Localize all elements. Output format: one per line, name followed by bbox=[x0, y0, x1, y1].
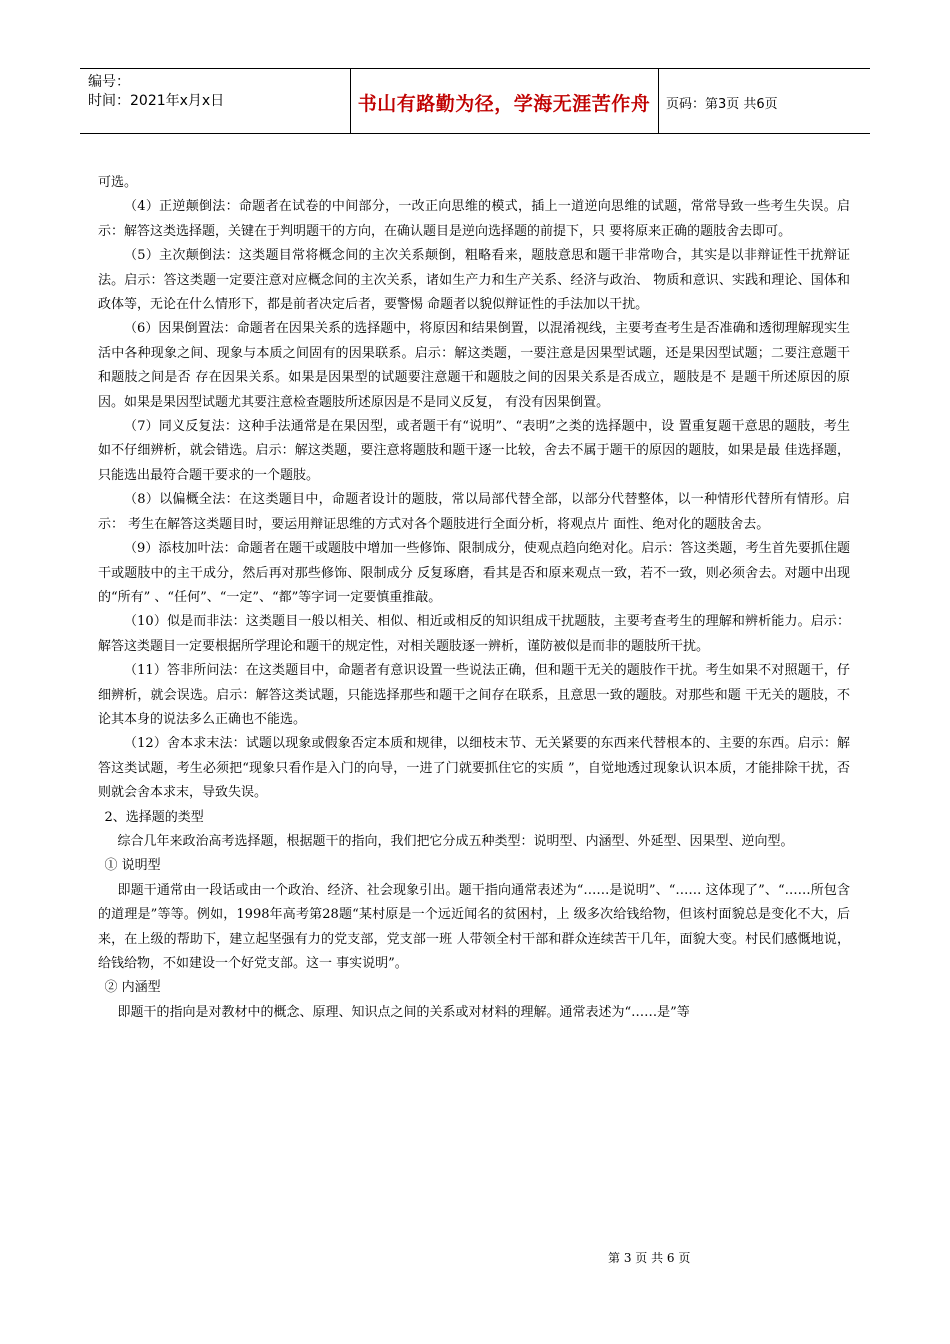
subsection-heading: ① 说明型 bbox=[104, 858, 161, 874]
paragraph: （6）因果倒置法：命题者在因果关系的选择题中，将原因和结果倒置，以混淆视线，主要考查考生是否准确和透彻理解现实生活中各种现象之间、现象与本质之间固有的因果联系。启示：解这类题，一要注意是因果型试题，还是果因型试题；二要注意题干和题肢之间是否 存在因果关系。如果是因果型的试题要注意题干和题肢之间的因果关系是否成立，题肢是不 是题干所述原因的原因。如果是果因型试题尤其要注意检查题肢所述原因是不是同义反复， 有没有因果倒置。 bbox=[98, 321, 850, 410]
paragraph: （10）似是而非法：这类题目一般以相关、相似、相近或相反的知识组成干扰题肢，主要考查考生的理解和辨析能力。启示：解答这类题目一定要根据所学理论和题干的规定性，对相关题肢逐一辨析，谨防被似是而非的题肢所干扰。 bbox=[98, 614, 850, 654]
document-body bbox=[98, 171, 850, 1025]
paragraph: 即题干的指向是对教材中的概念、原理、知识点之间的关系或对材料的理解。通常表述为“……是”等 bbox=[117, 1004, 690, 1020]
paragraph: （11）答非所问法：在这类题目中，命题者有意识设置一些说法正确，但和题干无关的题肢作干扰。考生如果不对照题干，仔细辨析，就会误选。启示：解答这类试题，只能选择那些和题干之间存在联系，且意思一致的题肢。对那些和题 干无关的题肢，不论其本身的说法多么正确也不能选。 bbox=[98, 663, 850, 727]
header-meta bbox=[88, 73, 278, 111]
paragraph: （4）正逆颠倒法：命题者在试卷的中间部分，一改正向思维的模式，插上一道逆向思维的试题，常常导致一些考生失误。启示：解答这类选择题，关键在于判明题干的方向，在确认题目是逆向选择题的前提下，只 要将原来正确的题肢舍去即可。 bbox=[98, 199, 850, 239]
section-heading: 2、选择题的类型 bbox=[104, 809, 204, 825]
page-info: 页码：第3页 共6页 bbox=[666, 97, 778, 112]
page-header bbox=[80, 68, 870, 134]
paragraph: 综合几年来政治高考选择题，根据题干的指向，我们把它分成五种类型：说明型、内涵型、外延型、因果型、逆向型。 bbox=[117, 833, 794, 849]
paragraph: 可选。 bbox=[98, 175, 138, 190]
paragraph: （5）主次颠倒法：这类题目常将概念间的主次关系颠倒，粗略看来，题肢意思和题干非常吻合，其实是以非辩证性干扰辩证法。启示：答这类题一定要注意对应概念间的主次关系，诸如生产力和生产关系、经济与政治、 物质和意识、实践和理论、国体和政体等，无论在什么情形下，都是前者决定后者，要警惕 命题者以貌似辩证性的手法加以干扰。 bbox=[98, 248, 850, 313]
header-motto: 书山有路勤为径，学海无涯苦作舟 bbox=[357, 93, 651, 115]
paragraph: （9）添枝加叶法：命题者在题干或题肢中增加一些修饰、限制成分，使观点趋向绝对化。启示：答这类题，考生首先要抓住题干或题肢中的主干成分，然后再对那些修饰、限制成分 反复琢磨，看其是否和原来观点一致，若不一致，则必须舍去。对题中出现的“所有” 、“任何”、“一定”、“都”等字词一定要慎重推敲。 bbox=[98, 541, 850, 605]
paragraph: 即题干通常由一段话或由一个政治、经济、社会现象引出。题干指向通常表述为“……是说明”、“…… 这体现了”、“……所包含的道理是”等等。例如，1998年高考第28题“某村原是一个远近闻名的贫困村，上 级多次给钱给物，但该村面貌总是变化不大，后来，在上级的帮助下，建立起坚强有力的党支部，党支部一班 人带领全村干部和群众连续苦干几年，面貌大变。村民们感慨地说，给钱给物，不如建设一个好党支部。这一 事实说明”。 bbox=[98, 882, 850, 971]
paragraph: （7）同义反复法：这种手法通常是在果因型，或者题干有“说明”、“表明”之类的选择题中，设 置重复题干意思的题肢，考生如不仔细辨析，就会错选。启示：解这类题，要注意将题肢和题干逐一比较，舍去不属于题干的原因的题肢，如果是最 佳选择题，只能选出最符合题干要求的一个题肢。 bbox=[98, 419, 850, 483]
paragraph: （8）以偏概全法：在这类题目中，命题者设计的题肢，常以局部代替全部，以部分代替整体，以一种情形代替所有情形。启示： 考生在解答这类题目时，要运用辩证思维的方式对各个题肢进行全面分析，将观点片 面性、绝对化的题肢舍去。 bbox=[98, 492, 850, 532]
header-divider bbox=[658, 69, 659, 133]
date-label: 时间：2021年x月x日 bbox=[88, 93, 225, 109]
subsection-heading: ② 内涵型 bbox=[104, 980, 161, 996]
page-footer: 第 3 页 共 6 页 bbox=[608, 1251, 691, 1265]
number-label: 编号： bbox=[88, 74, 130, 90]
paragraph: （12）舍本求末法：试题以现象或假象否定本质和规律，以细枝末节、无关紧要的东西来代替根本的、主要的东西。启示：解答这类试题，考生必须把“现象只看作是入门的向导，一进了门就要抓住它的实质 ”，自觉地透过现象认识本质，才能排除干扰，否则就会舍本求末，导致失误。 bbox=[98, 736, 850, 801]
